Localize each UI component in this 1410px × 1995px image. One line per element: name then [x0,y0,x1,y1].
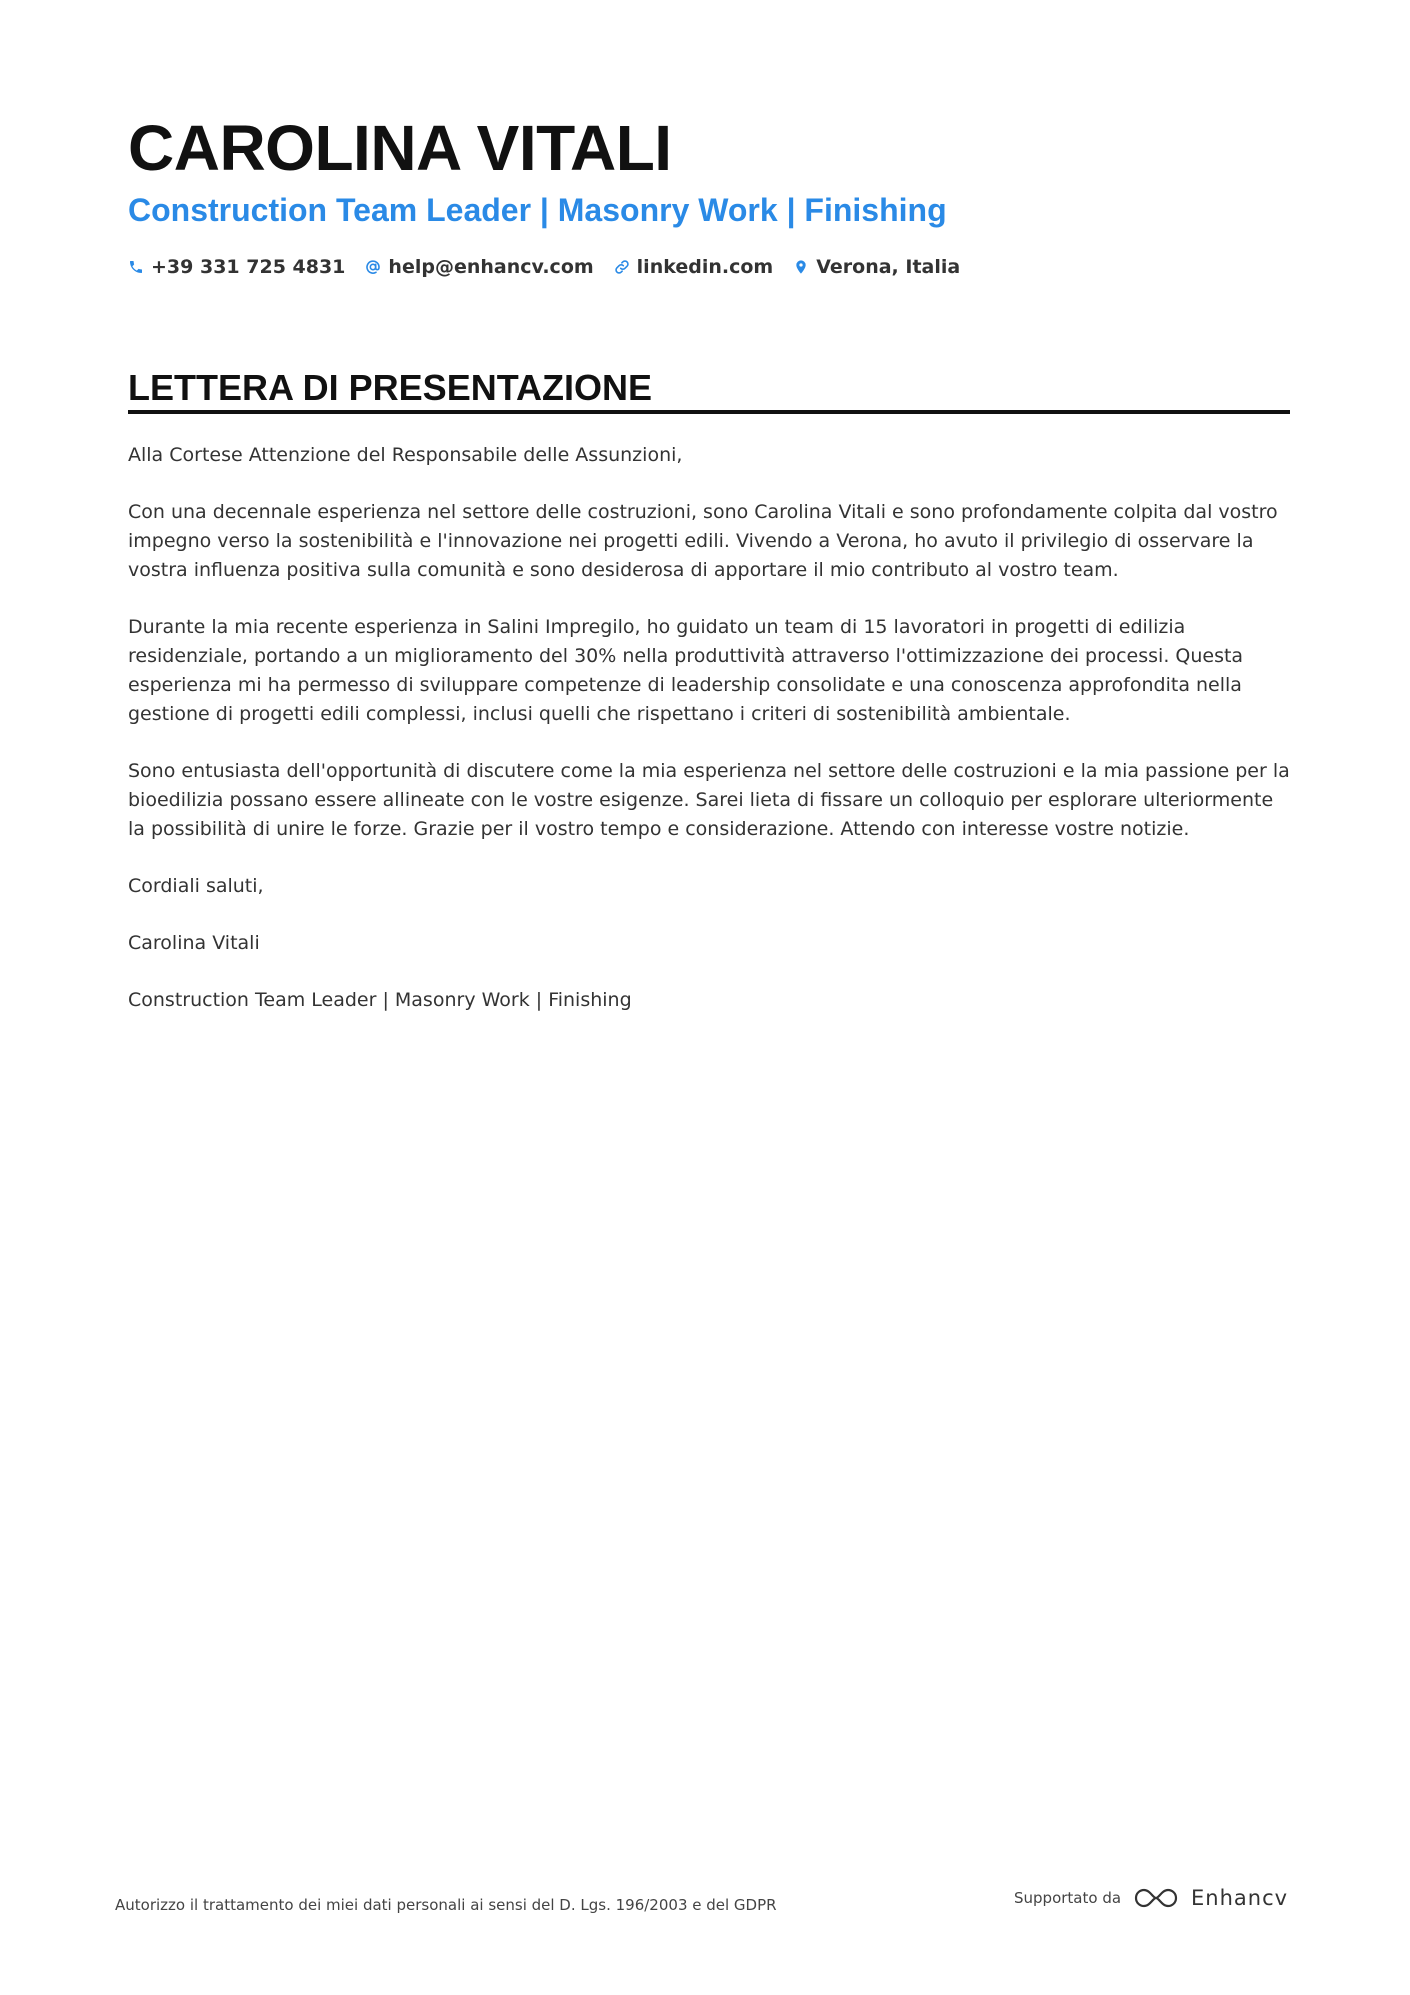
powered-by-label: Supportato da [1014,1889,1122,1907]
letter-greeting: Alla Cortese Attenzione del Responsabile delle Assunzioni, [128,444,683,466]
signature-name: Carolina Vitali [128,932,260,954]
brand-name: Enhancv [1191,1886,1289,1910]
enhancv-logo-icon [1133,1885,1179,1911]
phone-icon [128,259,144,275]
letter-closing: Cordiali saluti, [128,875,264,897]
letter-paragraph-3: Sono entusiasta dell'opportunità di discutere come la mia esperienza nel settore delle costruzioni e la mia passione per la bioedilizia possano essere allineate con le vostre esigenze. Sarei lieta di fissare un colloquio per esplorare ulteriormente la possibilità di unire le forze. Grazie per il vostro tempo e considerazione. Attendo con interesse vostre notizie. [128,760,1290,840]
letter-body [128,441,1290,1043]
consent-notice: Autorizzo il trattamento dei miei dati personali ai sensi del D. Lgs. 196/2003 e del GDPR [115,1896,777,1914]
contact-location [793,254,960,280]
contact-email-text: help@enhancv.com [388,256,594,278]
candidate-name: CAROLINA VITALI [128,112,672,184]
contact-email[interactable] [365,254,593,280]
contact-phone[interactable] [128,254,345,280]
signature-title: Construction Team Leader | Masonry Work | Finishing [128,989,632,1011]
at-icon [365,259,381,275]
candidate-headline: Construction Team Leader | Masonry Work | Finishing [128,192,947,228]
powered-by[interactable] [1014,1885,1288,1911]
contact-phone-text: +39 331 725 4831 [151,256,346,278]
link-icon [614,259,630,275]
section-title: LETTERA DI PRESENTAZIONE [128,367,653,408]
location-pin-icon [793,259,809,275]
contact-bar [128,254,980,280]
contact-linkedin[interactable] [614,254,774,280]
letter-paragraph-1: Con una decennale esperienza nel settore delle costruzioni, sono Carolina Vitali e sono profondamente colpita dal vostro impegno verso la sostenibilità e l'innovazione nei progetti edili. Vivendo a Verona, ho avuto il privilegio di osservare la vostra influenza positiva sulla comunità e sono desiderosa di apportare il mio contributo al vostro team. [128,501,1278,581]
contact-location-text: Verona, Italia [816,256,961,278]
contact-linkedin-text: linkedin.com [636,256,774,278]
section-divider [128,410,1290,414]
letter-paragraph-2: Durante la mia recente esperienza in Salini Impregilo, ho guidato un team di 15 lavoratori in progetti di edilizia residenziale, portando a un miglioramento del 30% nella produttività attraverso l'ottimizzazione dei processi. Questa esperienza mi ha permesso di sviluppare competenze di leadership consolidate e una conoscenza approfondita nella gestione di progetti edili complessi, inclusi quelli che rispettano i criteri di sostenibilità ambientale. [128,616,1244,725]
